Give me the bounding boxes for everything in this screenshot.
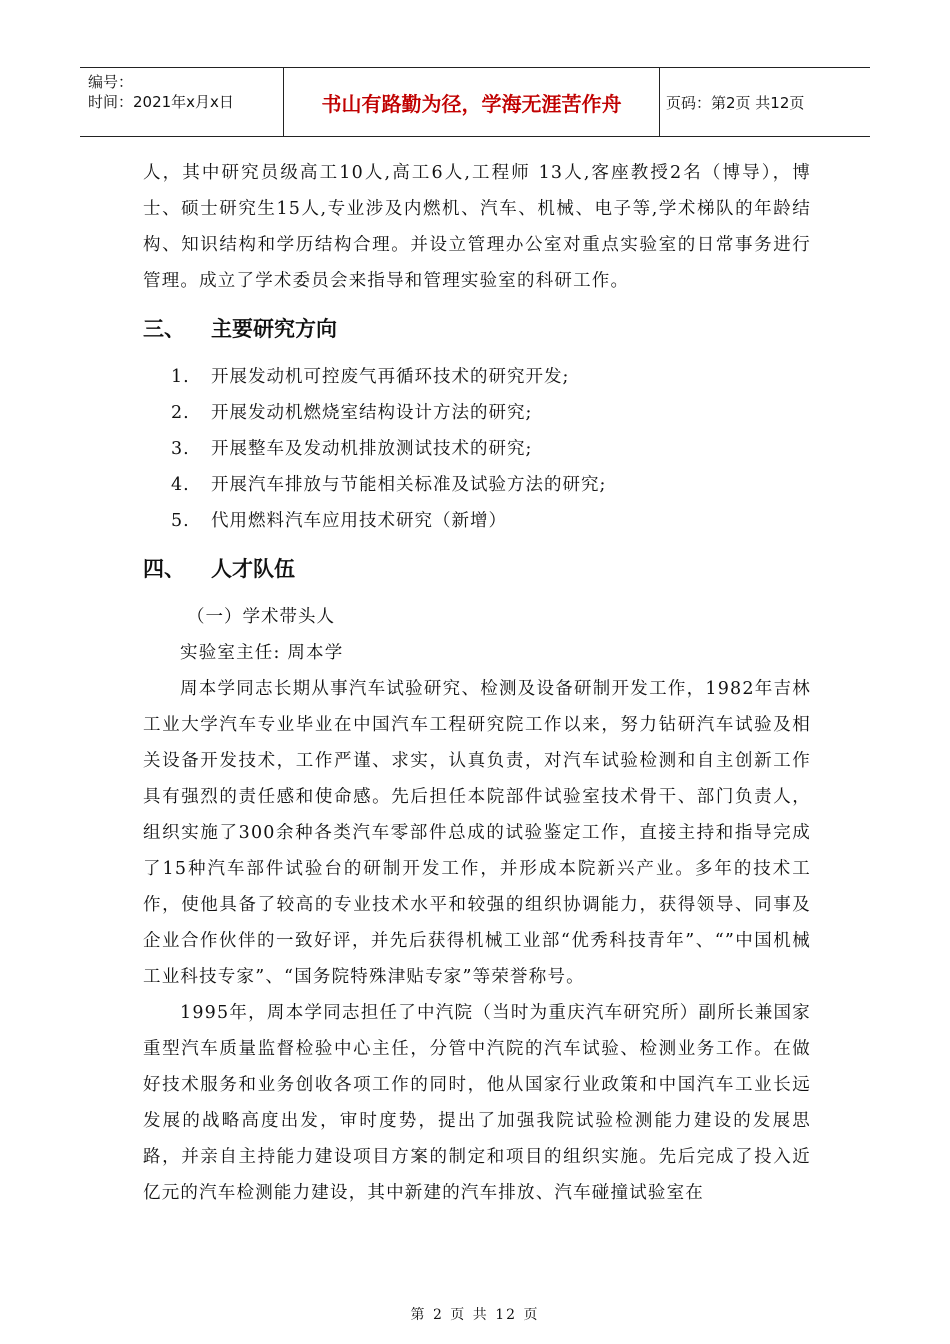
list-item-number: 3. xyxy=(171,439,190,459)
list-item-number: 5. xyxy=(171,511,190,531)
list-item-number: 4. xyxy=(171,475,190,495)
intro-paragraph: 人，其中研究员级高工10人,高工6人,工程师 13人,客座教授2名（博导），博士、硕士研究生15人,专业涉及内燃机、汽车、机械、电子等,学术梯队的年龄结构、知识结构和学历结构合理。并设立管理办公室对重点实验室的日常事务进行管理。成立了学术委员会来指导和管理实验室的科研工作。 xyxy=(143,163,811,291)
document-body xyxy=(143,155,811,1211)
director-line: 实验室主任: 周本学 xyxy=(180,643,344,663)
list-item xyxy=(143,431,811,467)
list-item-number: 1. xyxy=(171,367,190,387)
subheading-academic-leader: （一）学术带头人 xyxy=(187,607,335,627)
page-header xyxy=(80,67,870,137)
list-item-text: 开展发动机燃烧室结构设计方法的研究; xyxy=(211,403,533,423)
serial-label: 编号： xyxy=(88,73,134,91)
list-item-text: 开展汽车排放与节能相关标准及试验方法的研究; xyxy=(211,475,607,495)
list-item-number: 2. xyxy=(171,403,190,423)
list-item-text: 开展整车及发动机排放测试技术的研究; xyxy=(211,439,533,459)
section-title: 人才队伍 xyxy=(211,557,295,581)
header-motto: 书山有路勤为径，学海无涯苦作舟 xyxy=(284,68,660,136)
list-item-text: 开展发动机可控废气再循环技术的研究开发; xyxy=(211,367,570,387)
section-title: 主要研究方向 xyxy=(211,317,337,341)
time-label: 时间：2021年x月x日 xyxy=(88,93,234,111)
bio-paragraph-1: 周本学同志长期从事汽车试验研究、检测及设备研制开发工作，1982年吉林工业大学汽车专业毕业在中国汽车工程研究院工作以来，努力钻研汽车试验及相关设备开发技术，工作严谨、求实，认真负责，对汽车试验检测和自主创新工作具有强烈的责任感和使命感。先后担任本院部件试验室技术骨干、部门负责人，组织实施了300余种各类汽车零部件总成的试验鉴定工作，直接主持和指导完成了15种汽车部件试验台的研制开发工作，并形成本院新兴产业。多年的技术工作，使他具备了较高的专业技术水平和较强的组织协调能力，获得领导、同事及企业合作伙伴的一致好评，并先后获得机械工业部“优秀科技青年”、“”中国机械工业科技专家”、“国务院特殊津贴专家”等荣誉称号。 xyxy=(143,679,811,987)
section-number: 四、 xyxy=(143,557,185,581)
list-item xyxy=(143,467,811,503)
list-item xyxy=(143,503,811,539)
list-item xyxy=(143,359,811,395)
list-item xyxy=(143,395,811,431)
bio-paragraph-2: 1995年，周本学同志担任了中汽院（当时为重庆汽车研究所）副所长兼国家重型汽车质量监督检验中心主任，分管中汽院的汽车试验、检测业务工作。在做好技术服务和业务创收各项工作的同时，他从国家行业政策和中国汽车工业长远发展的战略高度出发，审时度势，提出了加强我院试验检测能力建设的发展思路，并亲自主持能力建设项目方案的制定和项目的组织实施。先后完成了投入近亿元的汽车检测能力建设，其中新建的汽车排放、汽车碰撞试验室在 xyxy=(143,1003,811,1203)
header-page-info: 页码：第2页 共12页 xyxy=(666,93,805,112)
page-footer: 第 2 页 共 12 页 xyxy=(410,1307,540,1323)
section-heading-talent xyxy=(143,553,811,585)
header-meta xyxy=(80,68,284,136)
section-number: 三、 xyxy=(143,317,185,341)
list-item-text: 代用燃料汽车应用技术研究（新增） xyxy=(211,511,507,531)
section-heading-research xyxy=(143,313,811,345)
